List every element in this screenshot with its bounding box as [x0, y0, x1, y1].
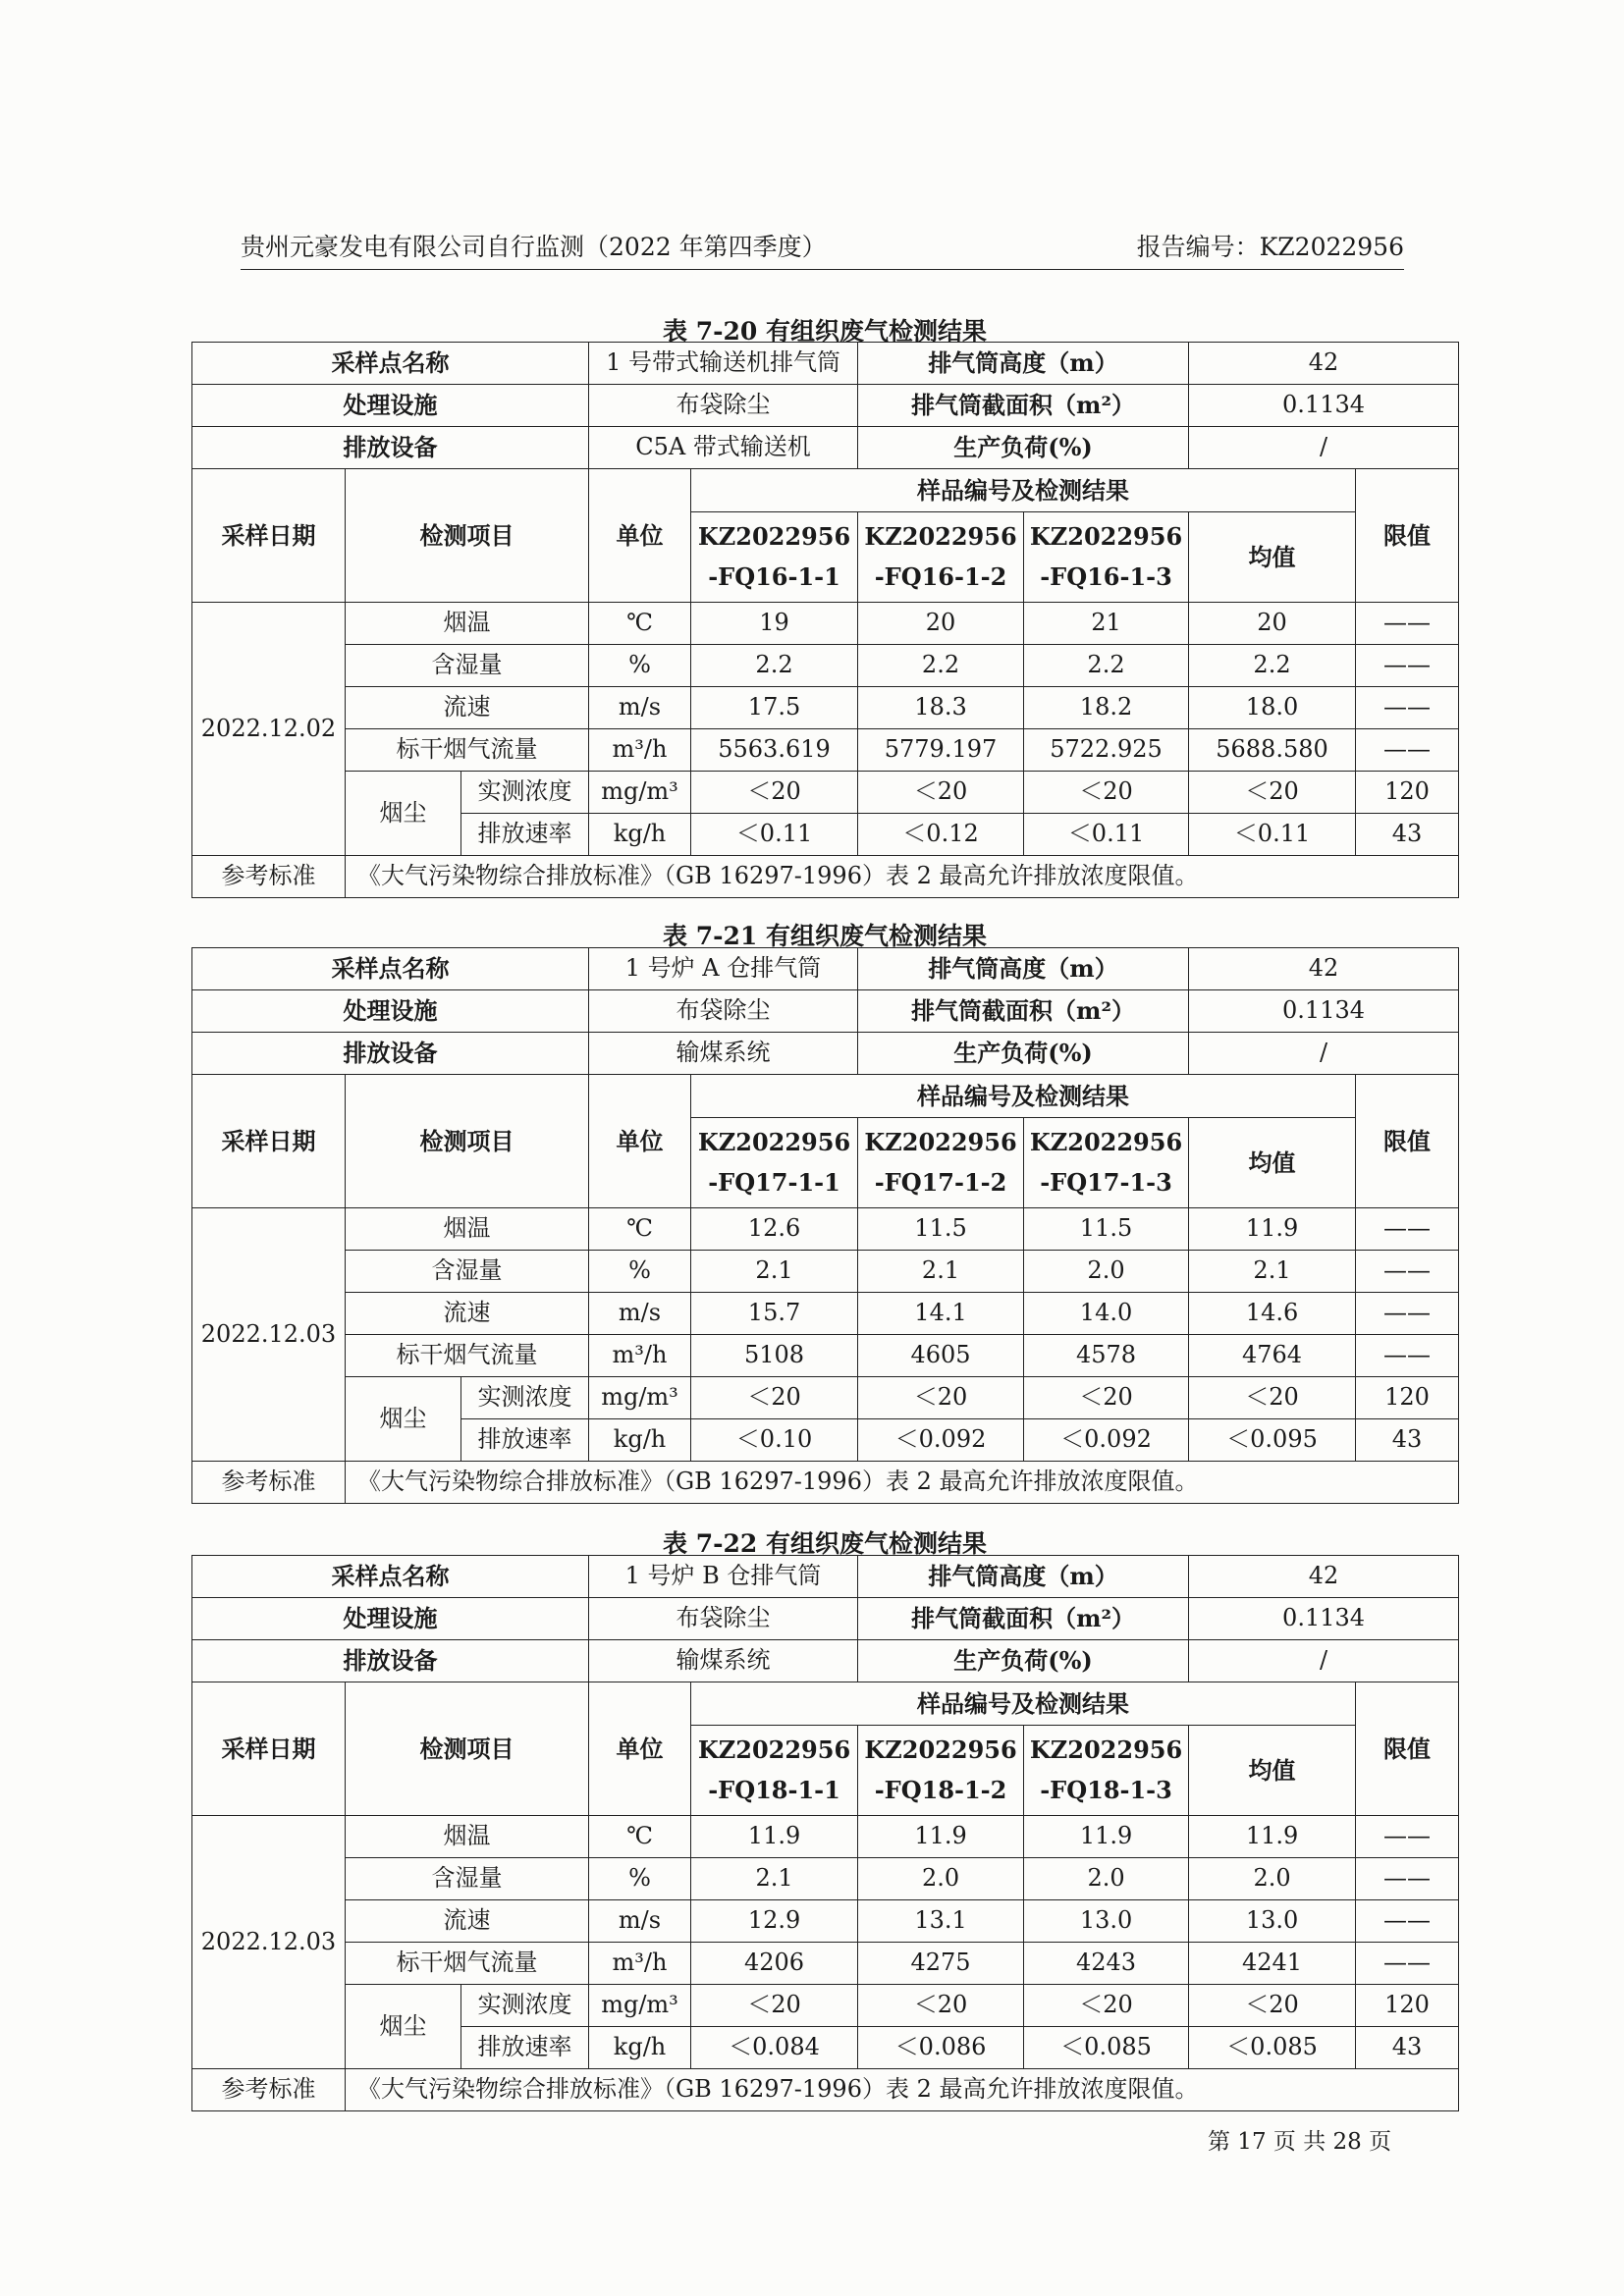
value-1: ＜0.10 — [691, 1419, 858, 1462]
value-2: 13.1 — [858, 1900, 1024, 1943]
sampling-date: 2022.12.03 — [192, 1208, 346, 1462]
label-stack-area: 排气筒截面积（m²） — [858, 1598, 1189, 1640]
sampling-date: 2022.12.03 — [192, 1816, 346, 2069]
value-mean: ＜0.085 — [1189, 2027, 1356, 2069]
item-unit: kg/h — [589, 814, 691, 856]
label-point-name: 采样点名称 — [192, 948, 589, 990]
value-mean: 2.2 — [1189, 645, 1356, 687]
item-name: 烟温 — [346, 1208, 589, 1251]
value-2: ＜0.12 — [858, 814, 1024, 856]
value-limit: —— — [1356, 645, 1459, 687]
item-name: 排放速率 — [461, 814, 589, 856]
value-2: ＜20 — [858, 1377, 1024, 1419]
value-1: 5108 — [691, 1335, 858, 1377]
value-3: 18.2 — [1024, 687, 1189, 729]
point-name-value: 1 号炉 A 仓排气筒 — [589, 948, 858, 990]
page-number: 第 17 页 共 28 页 — [1208, 2129, 1392, 2155]
value-2: 18.3 — [858, 687, 1024, 729]
value-3: ＜0.092 — [1024, 1419, 1189, 1462]
label-reference: 参考标准 — [192, 1462, 346, 1504]
label-unit: 单位 — [589, 469, 691, 603]
value-1: 17.5 — [691, 687, 858, 729]
sample-id: KZ2022956 -FQ17-1-1 — [691, 1118, 858, 1208]
value-mean: 14.6 — [1189, 1293, 1356, 1335]
header-company: 贵州元豪发电有限公司自行监测（2022 年第四季度） — [241, 233, 827, 261]
label-reference: 参考标准 — [192, 856, 346, 898]
value-2: 2.1 — [858, 1251, 1024, 1293]
value-2: 2.2 — [858, 645, 1024, 687]
equipment-value: 输煤系统 — [589, 1033, 858, 1075]
treatment-value: 布袋除尘 — [589, 385, 858, 427]
value-3: 2.0 — [1024, 1858, 1189, 1900]
value-3: 21 — [1024, 603, 1189, 645]
value-3: 2.0 — [1024, 1251, 1189, 1293]
item-unit: % — [589, 1251, 691, 1293]
value-limit: 120 — [1356, 772, 1459, 814]
label-equipment: 排放设备 — [192, 1640, 589, 1682]
item-name: 含湿量 — [346, 1858, 589, 1900]
item-name: 烟温 — [346, 603, 589, 645]
sample-id: KZ2022956 -FQ18-1-3 — [1024, 1726, 1189, 1816]
label-item: 检测项目 — [346, 1682, 589, 1816]
reference-standard: 《大气污染物综合排放标准》（GB 16297-1996）表 2 最高允许排放浓度限值。 — [346, 2069, 1459, 2111]
label-mean: 均值 — [1189, 1118, 1356, 1208]
value-mean: 2.1 — [1189, 1251, 1356, 1293]
value-limit: —— — [1356, 1293, 1459, 1335]
value-limit: 43 — [1356, 1419, 1459, 1462]
value-mean: 11.9 — [1189, 1816, 1356, 1858]
item-name: 实测浓度 — [461, 1377, 589, 1419]
value-limit: 43 — [1356, 2027, 1459, 2069]
value-3: 2.2 — [1024, 645, 1189, 687]
sampling-date: 2022.12.02 — [192, 603, 346, 856]
item-unit: kg/h — [589, 1419, 691, 1462]
value-2: ＜0.092 — [858, 1419, 1024, 1462]
item-name: 实测浓度 — [461, 772, 589, 814]
result-table — [191, 342, 1459, 898]
value-mean: 2.0 — [1189, 1858, 1356, 1900]
value-mean: 5688.580 — [1189, 729, 1356, 772]
value-3: 14.0 — [1024, 1293, 1189, 1335]
item-unit: ℃ — [589, 603, 691, 645]
item-unit: mg/m³ — [589, 1985, 691, 2027]
label-load: 生产负荷(%) — [858, 1033, 1189, 1075]
value-2: 11.9 — [858, 1816, 1024, 1858]
label-equipment: 排放设备 — [192, 427, 589, 469]
label-samples-header: 样品编号及检测结果 — [691, 469, 1356, 512]
item-name: 标干烟气流量 — [346, 729, 589, 772]
page-header — [241, 228, 1404, 270]
label-load: 生产负荷(%) — [858, 427, 1189, 469]
item-unit: m/s — [589, 1900, 691, 1943]
value-2: ＜20 — [858, 772, 1024, 814]
value-3: ＜0.085 — [1024, 2027, 1189, 2069]
value-3: ＜20 — [1024, 1377, 1189, 1419]
label-reference: 参考标准 — [192, 2069, 346, 2111]
value-1: ＜0.084 — [691, 2027, 858, 2069]
value-2: 4275 — [858, 1943, 1024, 1985]
label-treatment: 处理设施 — [192, 1598, 589, 1640]
value-2: 2.0 — [858, 1858, 1024, 1900]
value-1: ＜20 — [691, 1377, 858, 1419]
dust-label: 烟尘 — [346, 1377, 461, 1462]
item-unit: m³/h — [589, 1943, 691, 1985]
value-3: ＜20 — [1024, 772, 1189, 814]
treatment-value: 布袋除尘 — [589, 1598, 858, 1640]
value-limit: —— — [1356, 1900, 1459, 1943]
sample-id: KZ2022956 -FQ18-1-2 — [858, 1726, 1024, 1816]
label-stack-height: 排气筒高度（m） — [858, 1556, 1189, 1598]
value-1: ＜20 — [691, 1985, 858, 2027]
stack-area-value: 0.1134 — [1189, 385, 1459, 427]
load-value: / — [1189, 1033, 1459, 1075]
label-limit: 限值 — [1356, 469, 1459, 603]
label-stack-height: 排气筒高度（m） — [858, 343, 1189, 385]
value-2: 5779.197 — [858, 729, 1024, 772]
item-name: 标干烟气流量 — [346, 1943, 589, 1985]
value-mean: 20 — [1189, 603, 1356, 645]
item-name: 排放速率 — [461, 2027, 589, 2069]
label-limit: 限值 — [1356, 1682, 1459, 1816]
value-3: 11.9 — [1024, 1816, 1189, 1858]
label-treatment: 处理设施 — [192, 990, 589, 1033]
value-mean: ＜0.11 — [1189, 814, 1356, 856]
sample-id: KZ2022956 -FQ17-1-2 — [858, 1118, 1024, 1208]
dust-label: 烟尘 — [346, 1985, 461, 2069]
value-3: ＜20 — [1024, 1985, 1189, 2027]
value-1: 4206 — [691, 1943, 858, 1985]
equipment-value: C5A 带式输送机 — [589, 427, 858, 469]
item-name: 含湿量 — [346, 1251, 589, 1293]
item-unit: m/s — [589, 687, 691, 729]
label-date: 采样日期 — [192, 1075, 346, 1208]
label-equipment: 排放设备 — [192, 1033, 589, 1075]
value-limit: —— — [1356, 1251, 1459, 1293]
table-caption: 表 7-22 有组织废气检测结果 — [663, 1529, 987, 1558]
value-limit: 120 — [1356, 1377, 1459, 1419]
item-unit: mg/m³ — [589, 1377, 691, 1419]
item-name: 流速 — [346, 1900, 589, 1943]
label-samples-header: 样品编号及检测结果 — [691, 1682, 1356, 1726]
load-value: / — [1189, 427, 1459, 469]
treatment-value: 布袋除尘 — [589, 990, 858, 1033]
value-1: 2.1 — [691, 1858, 858, 1900]
label-load: 生产负荷(%) — [858, 1640, 1189, 1682]
value-2: 14.1 — [858, 1293, 1024, 1335]
item-unit: m/s — [589, 1293, 691, 1335]
value-2: 11.5 — [858, 1208, 1024, 1251]
item-unit: mg/m³ — [589, 772, 691, 814]
stack-height-value: 42 — [1189, 343, 1459, 385]
value-limit: —— — [1356, 1208, 1459, 1251]
value-limit: 43 — [1356, 814, 1459, 856]
value-1: ＜20 — [691, 772, 858, 814]
value-limit: —— — [1356, 1943, 1459, 1985]
label-item: 检测项目 — [346, 469, 589, 603]
label-mean: 均值 — [1189, 1726, 1356, 1816]
label-date: 采样日期 — [192, 1682, 346, 1816]
value-mean: 4241 — [1189, 1943, 1356, 1985]
value-3: 13.0 — [1024, 1900, 1189, 1943]
value-limit: 120 — [1356, 1985, 1459, 2027]
equipment-value: 输煤系统 — [589, 1640, 858, 1682]
item-unit: m³/h — [589, 1335, 691, 1377]
value-1: 5563.619 — [691, 729, 858, 772]
sample-id: KZ2022956 -FQ18-1-1 — [691, 1726, 858, 1816]
value-3: 11.5 — [1024, 1208, 1189, 1251]
label-stack-height: 排气筒高度（m） — [858, 948, 1189, 990]
reference-standard: 《大气污染物综合排放标准》（GB 16297-1996）表 2 最高允许排放浓度限值。 — [346, 1462, 1459, 1504]
value-1: 2.1 — [691, 1251, 858, 1293]
value-mean: 11.9 — [1189, 1208, 1356, 1251]
stack-area-value: 0.1134 — [1189, 990, 1459, 1033]
value-1: 2.2 — [691, 645, 858, 687]
label-item: 检测项目 — [346, 1075, 589, 1208]
point-name-value: 1 号带式输送机排气筒 — [589, 343, 858, 385]
value-1: 12.6 — [691, 1208, 858, 1251]
label-unit: 单位 — [589, 1075, 691, 1208]
result-table — [191, 1555, 1459, 2111]
label-stack-area: 排气筒截面积（m²） — [858, 990, 1189, 1033]
value-1: 11.9 — [691, 1816, 858, 1858]
item-name: 烟温 — [346, 1816, 589, 1858]
value-2: ＜20 — [858, 1985, 1024, 2027]
point-name-value: 1 号炉 B 仓排气筒 — [589, 1556, 858, 1598]
item-unit: ℃ — [589, 1816, 691, 1858]
value-limit: —— — [1356, 687, 1459, 729]
value-mean: 4764 — [1189, 1335, 1356, 1377]
item-name: 排放速率 — [461, 1419, 589, 1462]
sample-id: KZ2022956 -FQ17-1-3 — [1024, 1118, 1189, 1208]
value-limit: —— — [1356, 1858, 1459, 1900]
stack-height-value: 42 — [1189, 948, 1459, 990]
header-report-no: 报告编号：KZ2022956 — [1136, 233, 1404, 261]
item-name: 流速 — [346, 1293, 589, 1335]
value-mean: 13.0 — [1189, 1900, 1356, 1943]
label-point-name: 采样点名称 — [192, 1556, 589, 1598]
dust-label: 烟尘 — [346, 772, 461, 856]
label-treatment: 处理设施 — [192, 385, 589, 427]
value-3: ＜0.11 — [1024, 814, 1189, 856]
table-caption: 表 7-20 有组织废气检测结果 — [663, 317, 987, 346]
item-name: 标干烟气流量 — [346, 1335, 589, 1377]
value-3: 4578 — [1024, 1335, 1189, 1377]
item-unit: % — [589, 1858, 691, 1900]
item-name: 实测浓度 — [461, 1985, 589, 2027]
result-table — [191, 947, 1459, 1504]
value-limit: —— — [1356, 603, 1459, 645]
value-1: 15.7 — [691, 1293, 858, 1335]
item-unit: m³/h — [589, 729, 691, 772]
load-value: / — [1189, 1640, 1459, 1682]
stack-area-value: 0.1134 — [1189, 1598, 1459, 1640]
value-1: 12.9 — [691, 1900, 858, 1943]
value-limit: —— — [1356, 1335, 1459, 1377]
sample-id: KZ2022956 -FQ16-1-3 — [1024, 512, 1189, 603]
value-3: 4243 — [1024, 1943, 1189, 1985]
value-2: ＜0.086 — [858, 2027, 1024, 2069]
item-unit: % — [589, 645, 691, 687]
item-unit: ℃ — [589, 1208, 691, 1251]
stack-height-value: 42 — [1189, 1556, 1459, 1598]
label-point-name: 采样点名称 — [192, 343, 589, 385]
value-2: 4605 — [858, 1335, 1024, 1377]
value-mean: ＜20 — [1189, 1377, 1356, 1419]
value-3: 5722.925 — [1024, 729, 1189, 772]
label-mean: 均值 — [1189, 512, 1356, 603]
value-mean: ＜20 — [1189, 1985, 1356, 2027]
value-1: 19 — [691, 603, 858, 645]
value-mean: ＜20 — [1189, 772, 1356, 814]
value-1: ＜0.11 — [691, 814, 858, 856]
value-mean: 18.0 — [1189, 687, 1356, 729]
value-2: 20 — [858, 603, 1024, 645]
item-name: 流速 — [346, 687, 589, 729]
item-name: 含湿量 — [346, 645, 589, 687]
value-limit: —— — [1356, 729, 1459, 772]
label-unit: 单位 — [589, 1682, 691, 1816]
label-samples-header: 样品编号及检测结果 — [691, 1075, 1356, 1118]
table-caption: 表 7-21 有组织废气检测结果 — [663, 922, 987, 950]
sample-id: KZ2022956 -FQ16-1-2 — [858, 512, 1024, 603]
label-stack-area: 排气筒截面积（m²） — [858, 385, 1189, 427]
value-limit: —— — [1356, 1816, 1459, 1858]
value-mean: ＜0.095 — [1189, 1419, 1356, 1462]
item-unit: kg/h — [589, 2027, 691, 2069]
label-date: 采样日期 — [192, 469, 346, 603]
sample-id: KZ2022956 -FQ16-1-1 — [691, 512, 858, 603]
label-limit: 限值 — [1356, 1075, 1459, 1208]
reference-standard: 《大气污染物综合排放标准》（GB 16297-1996）表 2 最高允许排放浓度限值。 — [346, 856, 1459, 898]
